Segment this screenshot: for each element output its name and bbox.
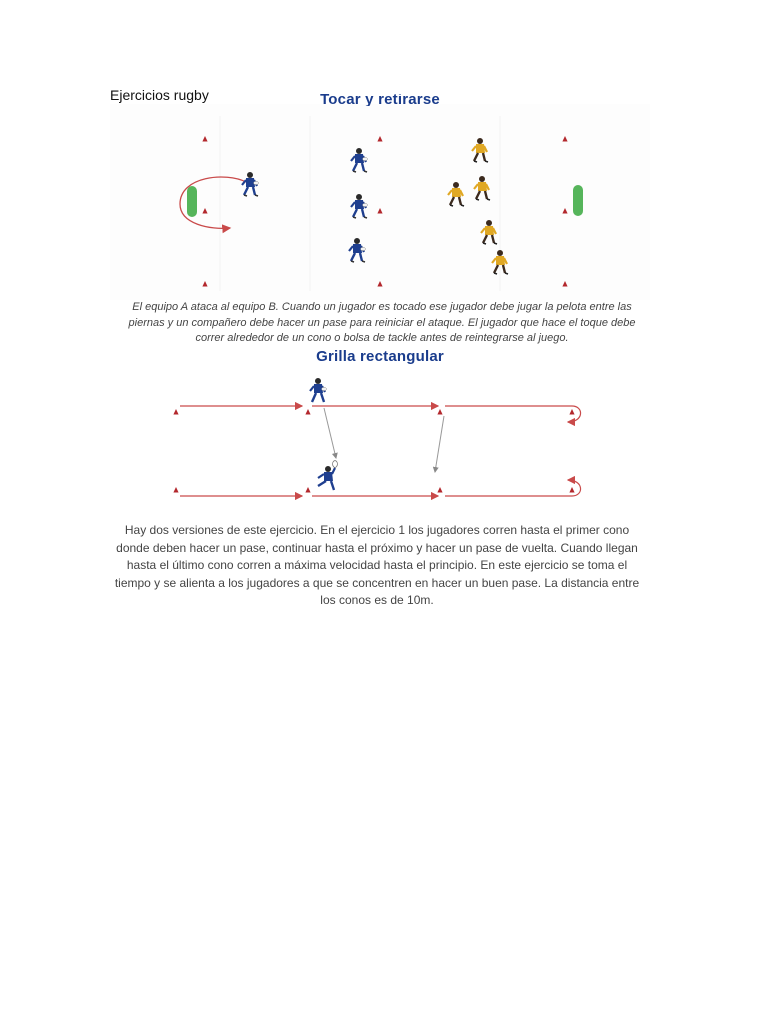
cone-marker (173, 409, 178, 415)
tackle-bag-left (187, 186, 197, 217)
document-title: Ejercicios rugby (110, 87, 209, 103)
drill2-diagram (110, 350, 650, 510)
cone-marker (305, 409, 310, 415)
cone-marker (437, 487, 442, 493)
cone-marker (173, 487, 178, 493)
tackle-bag-right (573, 185, 583, 216)
drill1-title: Tocar y retirarse (320, 94, 440, 106)
drill1-caption: El equipo A ataca al equipo B. Cuando un jugador es tocado ese jugador debe jugar la pelota entre las piernas y un compañero debe hacer un pase para reiniciar el ataque. El jugador que hace el toque debe correr alrededor de un cono o bolsa de tackle antes de reintegrarse al juego. (128, 301, 636, 344)
cone-marker (305, 487, 310, 493)
player-team-a (318, 461, 337, 490)
cone-marker (437, 409, 442, 415)
pass-line (324, 408, 336, 458)
drill2-title: Grilla rectangular (316, 349, 444, 365)
return-arrow (568, 480, 581, 496)
pass-line (435, 416, 444, 472)
cone-marker (569, 487, 574, 493)
drill2-description: Hay dos versiones de este ejercicio. En el ejercicio 1 los jugadores corren hasta el primer cono donde deben hacer un pase, continuar hasta el próximo y hacer un pase de vuelta. Cuando llegan hasta el último cono corren a máxima velocidad hasta el principio. En este ejercicio se toma el tiempo y se alienta a los jugadores a que se concentren en hacer un buen pase. La distancia entre los conos es de 10m. (114, 523, 640, 608)
drill2-figure (110, 350, 650, 510)
cone-marker (569, 409, 574, 415)
player-team-a (310, 378, 326, 402)
